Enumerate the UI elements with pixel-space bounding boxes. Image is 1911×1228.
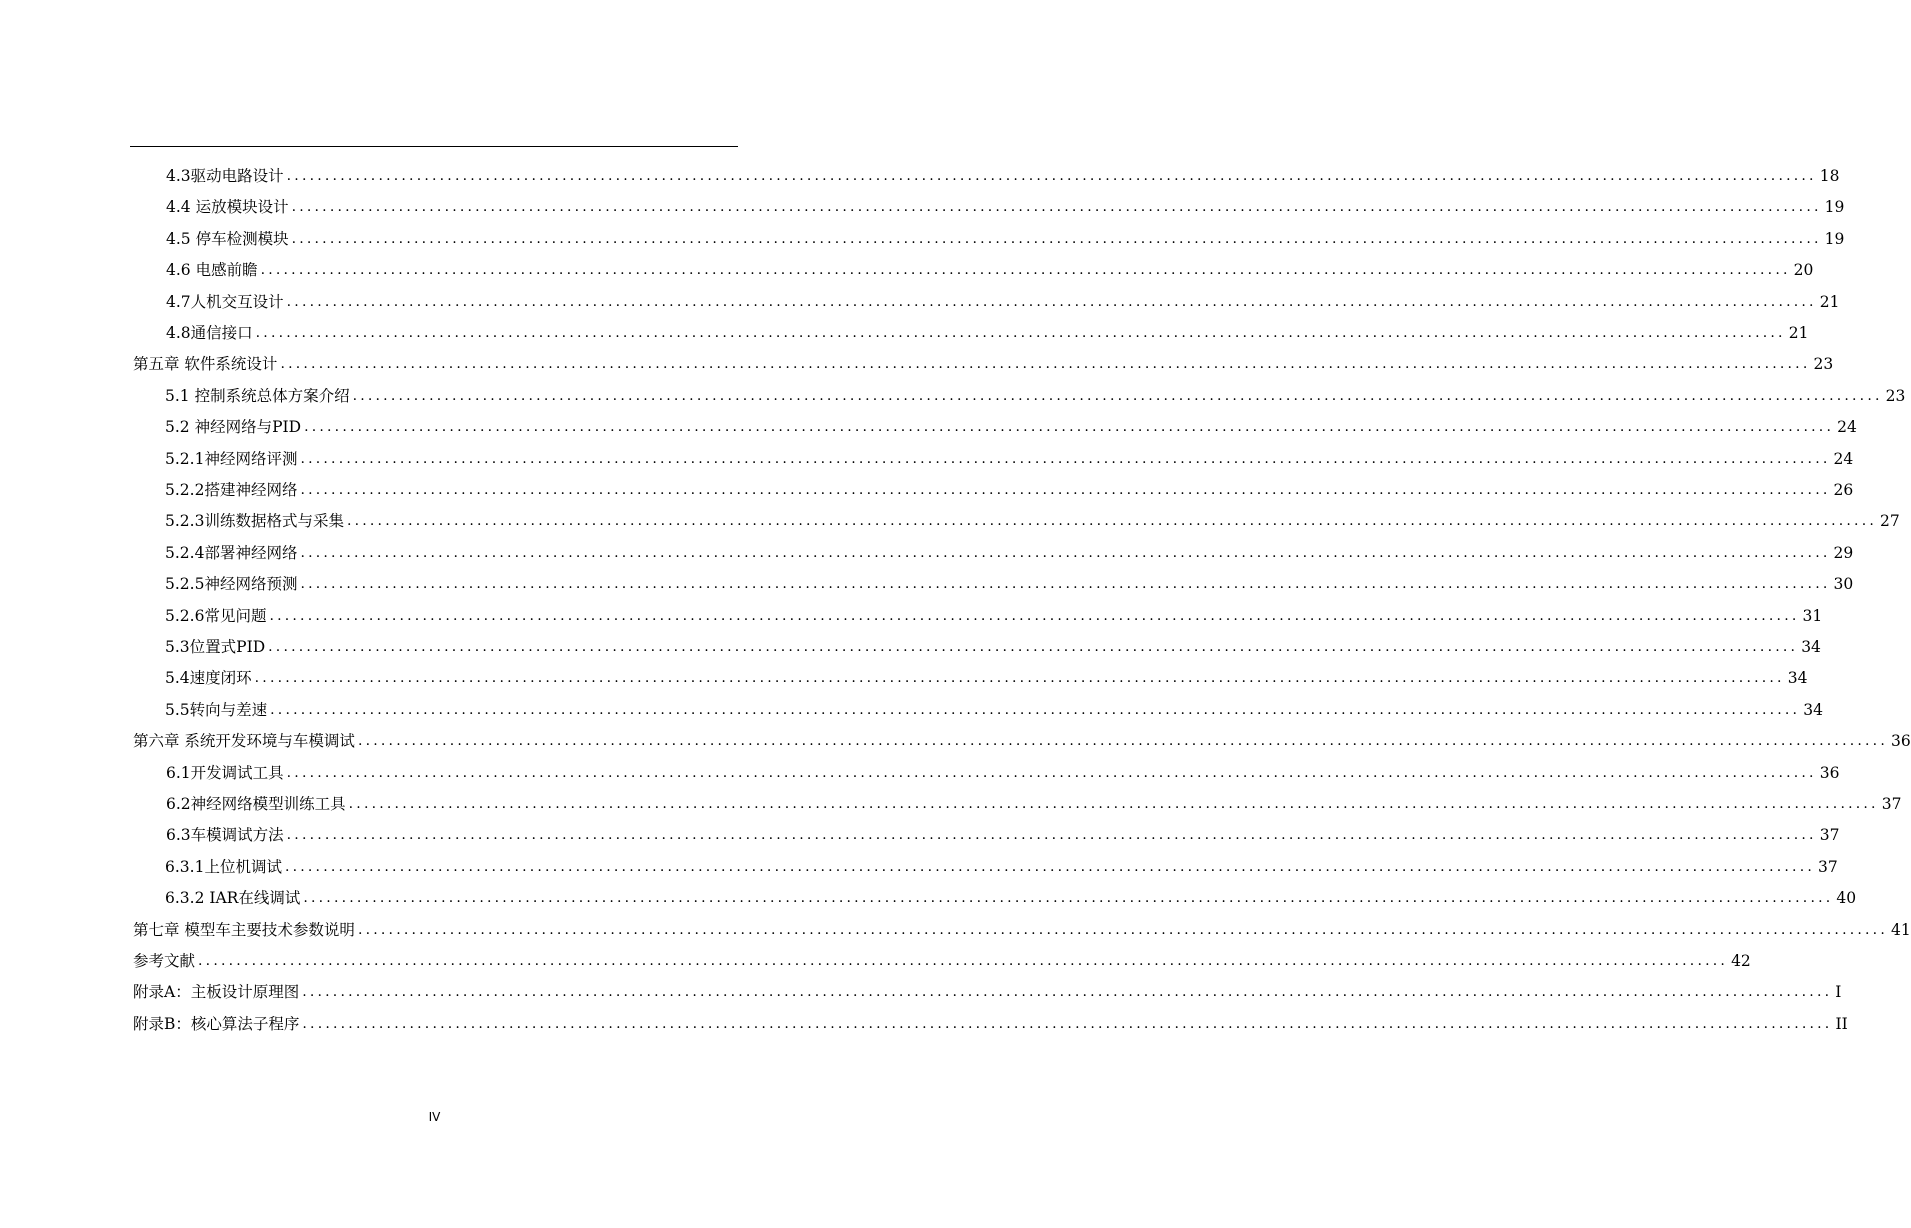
toc-entry-page: 37	[1818, 857, 1838, 876]
toc-entry-page: 23	[1813, 355, 1834, 374]
toc-leader-dots: ........................................................................................................................................................................................................	[198, 953, 1729, 969]
toc-leader-dots: ........................................................................................................................................................................................................	[300, 450, 1831, 467]
toc-leader-dots: ........................................................................................................................................................................................................	[286, 827, 1817, 844]
toc-leader-dots: ........................................................................................................................................................................................................	[280, 356, 1811, 373]
toc-entry-page: 19	[1824, 198, 1845, 217]
toc-entry-title: 6.1开发调试工具	[166, 763, 284, 782]
toc-entry-title: 4.5 停车检测模块	[166, 229, 289, 248]
toc-leader-dots: ........................................................................................................................................................................................................	[348, 796, 1879, 812]
toc-entry[interactable]	[165, 663, 1808, 694]
toc-entry-title: 4.4 运放模块设计	[166, 198, 289, 217]
toc-leader-dots: ........................................................................................................................................................................................................	[268, 639, 1799, 655]
toc-leader-dots: ........................................................................................................................................................................................................	[254, 670, 1785, 687]
toc-leader-dots: ........................................................................................................................................................................................................	[302, 1015, 1833, 1032]
toc-leader-dots: ........................................................................................................................................................................................................	[357, 921, 1888, 938]
toc-entry-page: 40	[1836, 889, 1857, 908]
toc-entry[interactable]	[133, 946, 1751, 977]
toc-entry-title: 第七章 模型车主要技术参数说明	[133, 920, 355, 939]
toc-entry[interactable]	[165, 852, 1838, 883]
toc-entry-page: 21	[1819, 292, 1840, 311]
toc-entry-title: 5.2.5神经网络预测	[165, 575, 298, 594]
toc-entry-page: 26	[1833, 481, 1854, 499]
toc-leader-dots: ........................................................................................................................................................................................................	[304, 419, 1835, 436]
toc-entry-page: 24	[1837, 418, 1857, 437]
toc-leader-dots: ........................................................................................................................................................................................................	[346, 513, 1877, 530]
toc-entry-page: II	[1835, 1014, 1848, 1033]
toc-entry-title: 附录B：核心算法子程序	[133, 1014, 300, 1033]
toc-entry-title: 4.7人机交互设计	[166, 292, 284, 311]
toc-entry[interactable]	[166, 192, 1845, 223]
toc-entry-title: 参考文献	[133, 952, 196, 970]
toc-leader-dots: ........................................................................................................................................................................................................	[260, 262, 1791, 279]
toc-entry[interactable]	[133, 349, 1834, 380]
toc-entry-page: 41	[1890, 920, 1911, 939]
toc-entry-page: 21	[1788, 324, 1809, 342]
toc-entry[interactable]	[166, 255, 1814, 286]
toc-entry-title: 6.3.2 IAR在线调试	[165, 889, 301, 908]
toc-entry-title: 6.3.1上位机调试	[165, 857, 282, 876]
toc-entry-title: 5.2.6常见问题	[165, 606, 267, 625]
toc-entry-title: 6.3车模调试方法	[166, 826, 284, 845]
toc-entry-title: 4.3驱动电路设计	[166, 167, 284, 185]
toc-entry-title: 附录A：主板设计原理图	[133, 983, 300, 1002]
toc-entry[interactable]	[165, 569, 1854, 600]
toc-leader-dots: ........................................................................................................................................................................................................	[270, 701, 1801, 718]
toc-entry[interactable]	[166, 318, 1809, 349]
toc-entry[interactable]	[166, 820, 1840, 851]
toc-entry-page: 24	[1833, 449, 1854, 468]
toc-leader-dots: ........................................................................................................................................................................................................	[303, 890, 1834, 907]
toc-entry-page: 23	[1885, 386, 1906, 405]
toc-leader-dots: ........................................................................................................................................................................................................	[352, 387, 1883, 404]
toc-entry-title: 第五章 软件系统设计	[133, 355, 278, 374]
toc-leader-dots: ........................................................................................................................................................................................................	[300, 576, 1831, 593]
toc-entry-title: 5.1 控制系统总体方案介绍	[165, 386, 350, 405]
toc-entry[interactable]	[165, 601, 1823, 632]
toc-entry[interactable]	[165, 695, 1823, 726]
toc-entry-page: 27	[1880, 512, 1900, 531]
toc-entry-page: 29	[1833, 543, 1854, 562]
page-number: IV	[428, 1110, 441, 1124]
toc-leader-dots: ........................................................................................................................................................................................................	[255, 325, 1786, 341]
toc-entry-title: 5.2.2搭建神经网络	[165, 481, 298, 499]
toc-entry-page: 30	[1833, 575, 1854, 594]
toc-entry[interactable]	[165, 381, 1906, 412]
toc-leader-dots: ........................................................................................................................................................................................................	[302, 984, 1833, 1001]
toc-entry[interactable]	[166, 287, 1840, 318]
toc-entry[interactable]	[133, 1009, 1848, 1040]
toc-entry[interactable]	[165, 475, 1854, 506]
toc-entry[interactable]	[166, 161, 1840, 192]
toc-entry-page: 42	[1731, 952, 1751, 970]
toc-entry[interactable]	[165, 538, 1854, 569]
toc-entry[interactable]	[165, 506, 1900, 537]
toc-leader-dots: ........................................................................................................................................................................................................	[286, 168, 1817, 184]
header-rule	[130, 146, 738, 147]
toc-entry-title: 5.2 神经网络与PID	[165, 418, 302, 437]
toc-entry-title: 5.5转向与差速	[165, 700, 268, 719]
toc-entry-page: 19	[1824, 229, 1845, 248]
toc-entry-title: 4.6 电感前瞻	[166, 261, 258, 280]
toc-entry-title: 5.2.3训练数据格式与采集	[165, 512, 344, 531]
toc-entry-page: 36	[1819, 763, 1840, 782]
toc-entry-title: 5.2.1神经网络评测	[165, 449, 298, 468]
toc-entry-page: 34	[1803, 700, 1823, 719]
toc-entry[interactable]	[166, 224, 1845, 255]
toc-entry-title: 第六章 系统开发环境与车模调试	[133, 732, 355, 751]
toc-leader-dots: ........................................................................................................................................................................................................	[286, 293, 1817, 310]
toc-entry-title: 5.2.4部署神经网络	[165, 543, 298, 562]
toc-entry[interactable]	[133, 977, 1842, 1008]
toc-entry-title: 5.4速度闭环	[165, 669, 252, 688]
toc-entry[interactable]	[133, 726, 1911, 757]
toc-entry[interactable]	[133, 915, 1911, 946]
toc-entry-title: 4.8通信接口	[166, 324, 253, 342]
toc-leader-dots: ........................................................................................................................................................................................................	[300, 482, 1831, 498]
toc-entry[interactable]	[165, 444, 1854, 475]
toc-entry[interactable]	[165, 412, 1857, 443]
toc-entry-page: 18	[1819, 167, 1840, 185]
toc-entry-title: 6.2神经网络模型训练工具	[166, 795, 346, 813]
toc-entry-page: 36	[1890, 732, 1911, 751]
toc-entry[interactable]	[166, 758, 1840, 789]
toc-leader-dots: ........................................................................................................................................................................................................	[291, 199, 1822, 216]
toc-leader-dots: ........................................................................................................................................................................................................	[291, 230, 1822, 247]
toc-entry-page: 37	[1881, 795, 1902, 813]
toc-leader-dots: ........................................................................................................................................................................................................	[357, 733, 1888, 750]
toc-entry-page: I	[1835, 983, 1842, 1002]
toc-entry[interactable]	[165, 883, 1857, 914]
toc-leader-dots: ........................................................................................................................................................................................................	[284, 858, 1815, 875]
toc-entry-page: 31	[1802, 606, 1823, 625]
toc-entry-page: 20	[1793, 261, 1814, 280]
toc-leader-dots: ........................................................................................................................................................................................................	[286, 764, 1817, 781]
toc-leader-dots: ........................................................................................................................................................................................................	[300, 544, 1831, 561]
toc-entry-title: 5.3位置式PID	[165, 638, 266, 656]
toc-entry-page: 34	[1801, 638, 1821, 656]
toc-entry[interactable]	[166, 789, 1902, 820]
toc-entry-page: 37	[1819, 826, 1840, 845]
toc-entry[interactable]	[165, 632, 1821, 663]
toc-leader-dots: ........................................................................................................................................................................................................	[269, 607, 1800, 624]
toc-entry-page: 34	[1787, 669, 1808, 688]
